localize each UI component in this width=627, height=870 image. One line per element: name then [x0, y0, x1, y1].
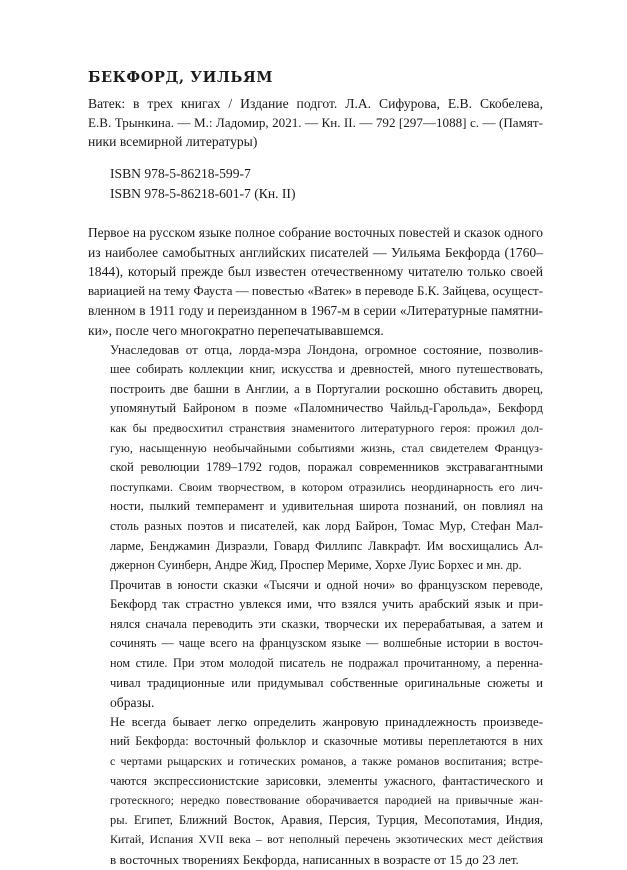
annotation-paragraph	[88, 341, 543, 576]
text-line: Не всегда бывает легко определить жанровую принадлежность произведе-	[110, 714, 543, 729]
catalog-card-page	[88, 68, 543, 870]
text-line: ности, пылкий темперамент и удивительная широта познаний, он повлиял на	[110, 499, 543, 514]
annotation-paragraph	[88, 713, 543, 870]
author-heading: БЕКФОРД, УИЛЬЯМ	[88, 69, 274, 86]
text-line: ской революции 1789–1792 годов, поражал современников экстравагантными	[110, 460, 543, 475]
text-line: ры. Египет, Ближний Восток, Аравия, Персия, Турция, Месопотамия, Индия,	[110, 812, 543, 827]
text-line: ний Бекфорда: восточный фольклор и сказочные мотивы переплетаются в них	[110, 734, 543, 749]
text-line: Унаследовав от отца, лорда-мэра Лондона, огромное состояние, позволив-	[110, 342, 543, 357]
text-line: поступками. Своим творчеством, в котором отразились неординарность его лич-	[110, 479, 543, 494]
text-line: 1844), который прежде был известен отечественному читателю только своей	[88, 264, 543, 280]
text-line: Бекфорд так страстно увлекся ими, что взялся учить арабский язык и при-	[110, 597, 543, 612]
text-line: построить две башни в Англии, а в Португалии роскошно обставить дворец,	[110, 381, 543, 396]
text-line: ки», после чего многократно перепечатывавшемся.	[88, 322, 384, 338]
text-line: гую, насыщенную необычайными событиями жизнь, стал свидетелем Француз-	[110, 440, 543, 455]
text-line: джернон Суинберн, Андре Жид, Проспер Мериме, Хорхе Луис Борхес и мн. др.	[110, 558, 522, 573]
annotation-paragraph	[88, 576, 543, 713]
bib-line: ники всемирной литературы)	[88, 134, 258, 149]
bib-line: Е.В. Трынкина. — М.: Ладомир, 2021. — Кн. II. — 792 [297—1088] с. — (Памят-	[88, 115, 543, 130]
text-line: чаются экспрессионистские зарисовки, элементы ужасного, фантастического и	[110, 773, 543, 788]
text-line: столь разных поэтов и писателей, как лорд Байрон, Томас Мур, Стефан Мал-	[110, 518, 543, 533]
text-line: Первое на русском языке полное собрание восточных повестей и сказок одного	[88, 225, 543, 240]
text-line: ларме, Бенджамин Дизраэли, Говард Филлипс Лавкрафт. Им восхищались Ал-	[110, 538, 543, 553]
text-line: нялся сначала переводить эти сказки, творчески их перерабатывая, а затем и	[110, 616, 543, 631]
text-line: из наиболее самобытных английских писателей — Уильяма Бекфорда (1760–	[88, 244, 543, 260]
text-line: образы.	[110, 695, 155, 711]
text-line: Прочитав в юности сказки «Тысячи и одной ночи» во французском переводе,	[110, 577, 543, 592]
text-line: упомянутый Байроном в поэме «Паломничество Чайльд-Гарольда», Бекфорд	[110, 401, 543, 416]
text-line: ном стиле. При этом молодой писатель не подражал прочитанному, а перенна-	[110, 656, 543, 671]
isbn-line: ISBN 978-5-86218-599-7	[110, 166, 251, 181]
text-line: сочинять — чаще всего на французском языке — волшебные истории в восточ-	[110, 636, 543, 651]
text-line: с чертами рыцарских и готических романов, а также романов воспитания; встре-	[110, 754, 543, 769]
annotation-paragraph	[88, 223, 543, 341]
bib-line: Ватек: в трех книгах / Издание подгот. Л.А. Сифурова, Е.В. Скобелева,	[88, 96, 543, 111]
text-line: гротескного; нередко повествование оборачивается пародией на привычные жан-	[110, 793, 543, 808]
bibliographic-description	[88, 94, 543, 151]
text-line: шее собирать коллекции книг, искусства и древностей, много путешествовать,	[110, 362, 543, 377]
text-line: вариацией на тему Фауста — повестью «Ватек» в переводе Б.К. Зайцева, осущест-	[88, 283, 543, 298]
isbn-block	[110, 164, 543, 203]
text-line: как бы предвосхитил странствия знаменитого литературного героя: прожил дол-	[110, 420, 543, 435]
annotation	[88, 223, 543, 870]
text-line: в восточных творениях Бекфорда, написанных в возрасте от 15 до 23 лет.	[110, 852, 519, 867]
text-line: чивал традиционные или придумывал собственные оригинальные сюжеты и	[110, 675, 543, 690]
text-line: вленном в 1911 году и переизданном в 1967-м в серии «Литературные памятни-	[88, 303, 543, 319]
text-line: Китай, Испания XVII века – вот неполный перечень экзотических мест действия	[110, 832, 543, 847]
isbn-line: ISBN 978-5-86218-601-7 (Кн. II)	[110, 185, 296, 201]
